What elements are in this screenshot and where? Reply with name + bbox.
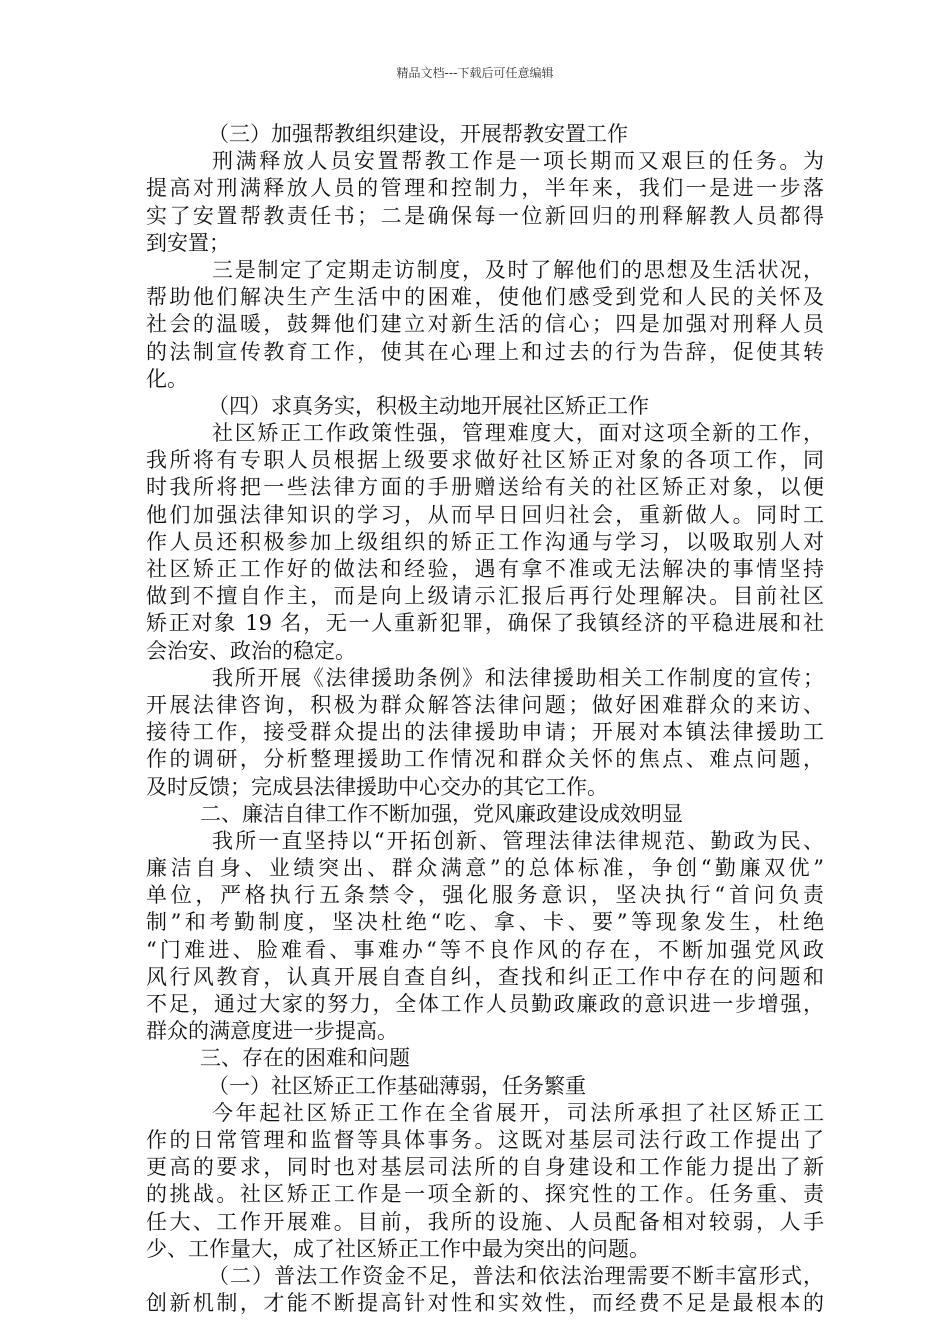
text-line: 作的日常管理和监督等具体事务。这既对基层司法行政工作提出了	[146, 1127, 824, 1152]
text-line: 社区矫正工作政策性强，管理难度大，面对这项全新的工作，	[212, 421, 824, 446]
text-line: 提高对刑满释放人员的管理和控制力，半年来，我们一是进一步落	[146, 176, 824, 201]
text-line: 到安置；	[146, 230, 230, 255]
text-line: 开展法律咨询，积极为群众解答法律问题；做好困难群众的来访、	[146, 692, 824, 717]
text-line: 更高的要求，同时也对基层司法所的自身建设和工作能力提出了新	[146, 1155, 824, 1180]
text-line: 时我所将把一些法律方面的手册赠送给有关的社区矫正对象，以便	[146, 475, 824, 500]
text-line: 社会的温暖，鼓舞他们建立对新生活的信心；四是加强对刑释人员	[146, 312, 824, 337]
text-line: 廉洁自身、业绩突出、群众满意”的总体标准，争创“勤廉双优”	[146, 856, 824, 881]
text-line: 少、工作量大，成了社区矫正工作中最为突出的问题。	[146, 1236, 650, 1261]
text-line: 今年起社区矫正工作在全省展开，司法所承担了社区矫正工	[212, 1100, 824, 1125]
text-line: 制”和考勤制度，坚决杜绝“吃、拿、卡、要”等现象发生，杜绝	[146, 910, 824, 935]
text-line: 三是制定了定期走访制度，及时了解他们的思想及生活状况，	[212, 257, 824, 282]
text-line: （二）普法工作资金不足，普法和依法治理需要不断丰富形式，	[208, 1263, 824, 1288]
text-line: 作的调研，分析整理援助工作情况和群众关怀的焦点、难点问题，	[146, 747, 824, 772]
text-line: 矫正对象 19 名，无一人重新犯罪，确保了我镇经济的平稳进展和社	[146, 611, 824, 636]
text-line: 不足，通过大家的努力，全体工作人员勤政廉政的意识进一步增强，	[146, 992, 824, 1016]
text-line: 我所开展《法律援助条例》和法律援助相关工作制度的宣传；	[212, 665, 824, 690]
page-header: 精品文档---下载后可任意编辑	[396, 66, 554, 80]
text-line: 的挑战。社区矫正工作是一项全新的、探究性的工作。任务重、责	[146, 1182, 824, 1207]
text-line: 他们加强法律知识的学习，从而早日回归社会，重新做人。同时工	[146, 502, 824, 527]
text-line: 做到不擅自作主，而是向上级请示汇报后再行处理解决。目前社区	[146, 584, 824, 609]
text-line: （四）求真务实，积极主动地开展社区矫正工作	[208, 393, 649, 418]
text-line: 及时反馈；完成县法律援助中心交办的其它工作。	[146, 774, 608, 799]
text-line: 会治安、政治的稳定。	[146, 638, 356, 663]
text-line: 接待工作，接受群众提出的法律援助申请；开展对本镇法律援助工	[146, 720, 824, 745]
text-line: 帮助他们解决生产生活中的困难，使他们感受到党和人民的关怀及	[146, 285, 824, 310]
text-line: 我所一直坚持以“开拓创新、管理法律法律规范、勤政为民、	[212, 828, 824, 853]
text-line: （一）社区矫正工作基础薄弱，任务繁重	[208, 1073, 586, 1098]
text-line: 创新机制，才能不断提高针对性和实效性，而经费不足是最根本的	[146, 1291, 824, 1316]
text-line: 三、存在的困难和问题	[200, 1046, 410, 1071]
text-line: 风行风教育，认真开展自查自纠，查找和纠正工作中存在的问题和	[146, 964, 824, 989]
text-line: （三）加强帮教组织建设，开展帮教安置工作	[208, 122, 628, 146]
text-line: 刑满释放人员安置帮教工作是一项长期而又艰巨的任务。为	[212, 149, 824, 174]
text-line: 二、廉洁自律工作不断加强，党风廉政建设成效明显	[200, 801, 683, 826]
text-line: 的法制宣传教育工作，使其在心理上和过去的行为告辞，促使其转	[146, 339, 824, 364]
text-line: 我所将有专职人员根据上级要求做好社区矫正对象的各项工作，同	[146, 448, 824, 473]
text-line: 作人员还积极参加上级组织的矫正工作沟通与学习，以吸取别人对	[146, 529, 824, 554]
text-line: 化。	[146, 366, 188, 391]
text-line: 任大、工作开展难。目前，我所的设施、人员配备相对较弱，人手	[146, 1209, 824, 1234]
document-body	[146, 121, 824, 1317]
text-line: “门难进、脸难看、事难办“等不良作风的存在，不断加强党风政	[146, 937, 824, 962]
text-line: 单位，严格执行五条禁令，强化服务意识，坚决执行“首问负责	[146, 883, 824, 908]
text-line: 群众的满意度进一步提高。	[146, 1019, 398, 1044]
text-line: 实了安置帮教责任书；二是确保每一位新回归的刑释解教人员都得	[146, 203, 824, 228]
text-line: 社区矫正工作好的做法和经验，遇有拿不准或无法解决的事情坚持	[146, 557, 824, 581]
